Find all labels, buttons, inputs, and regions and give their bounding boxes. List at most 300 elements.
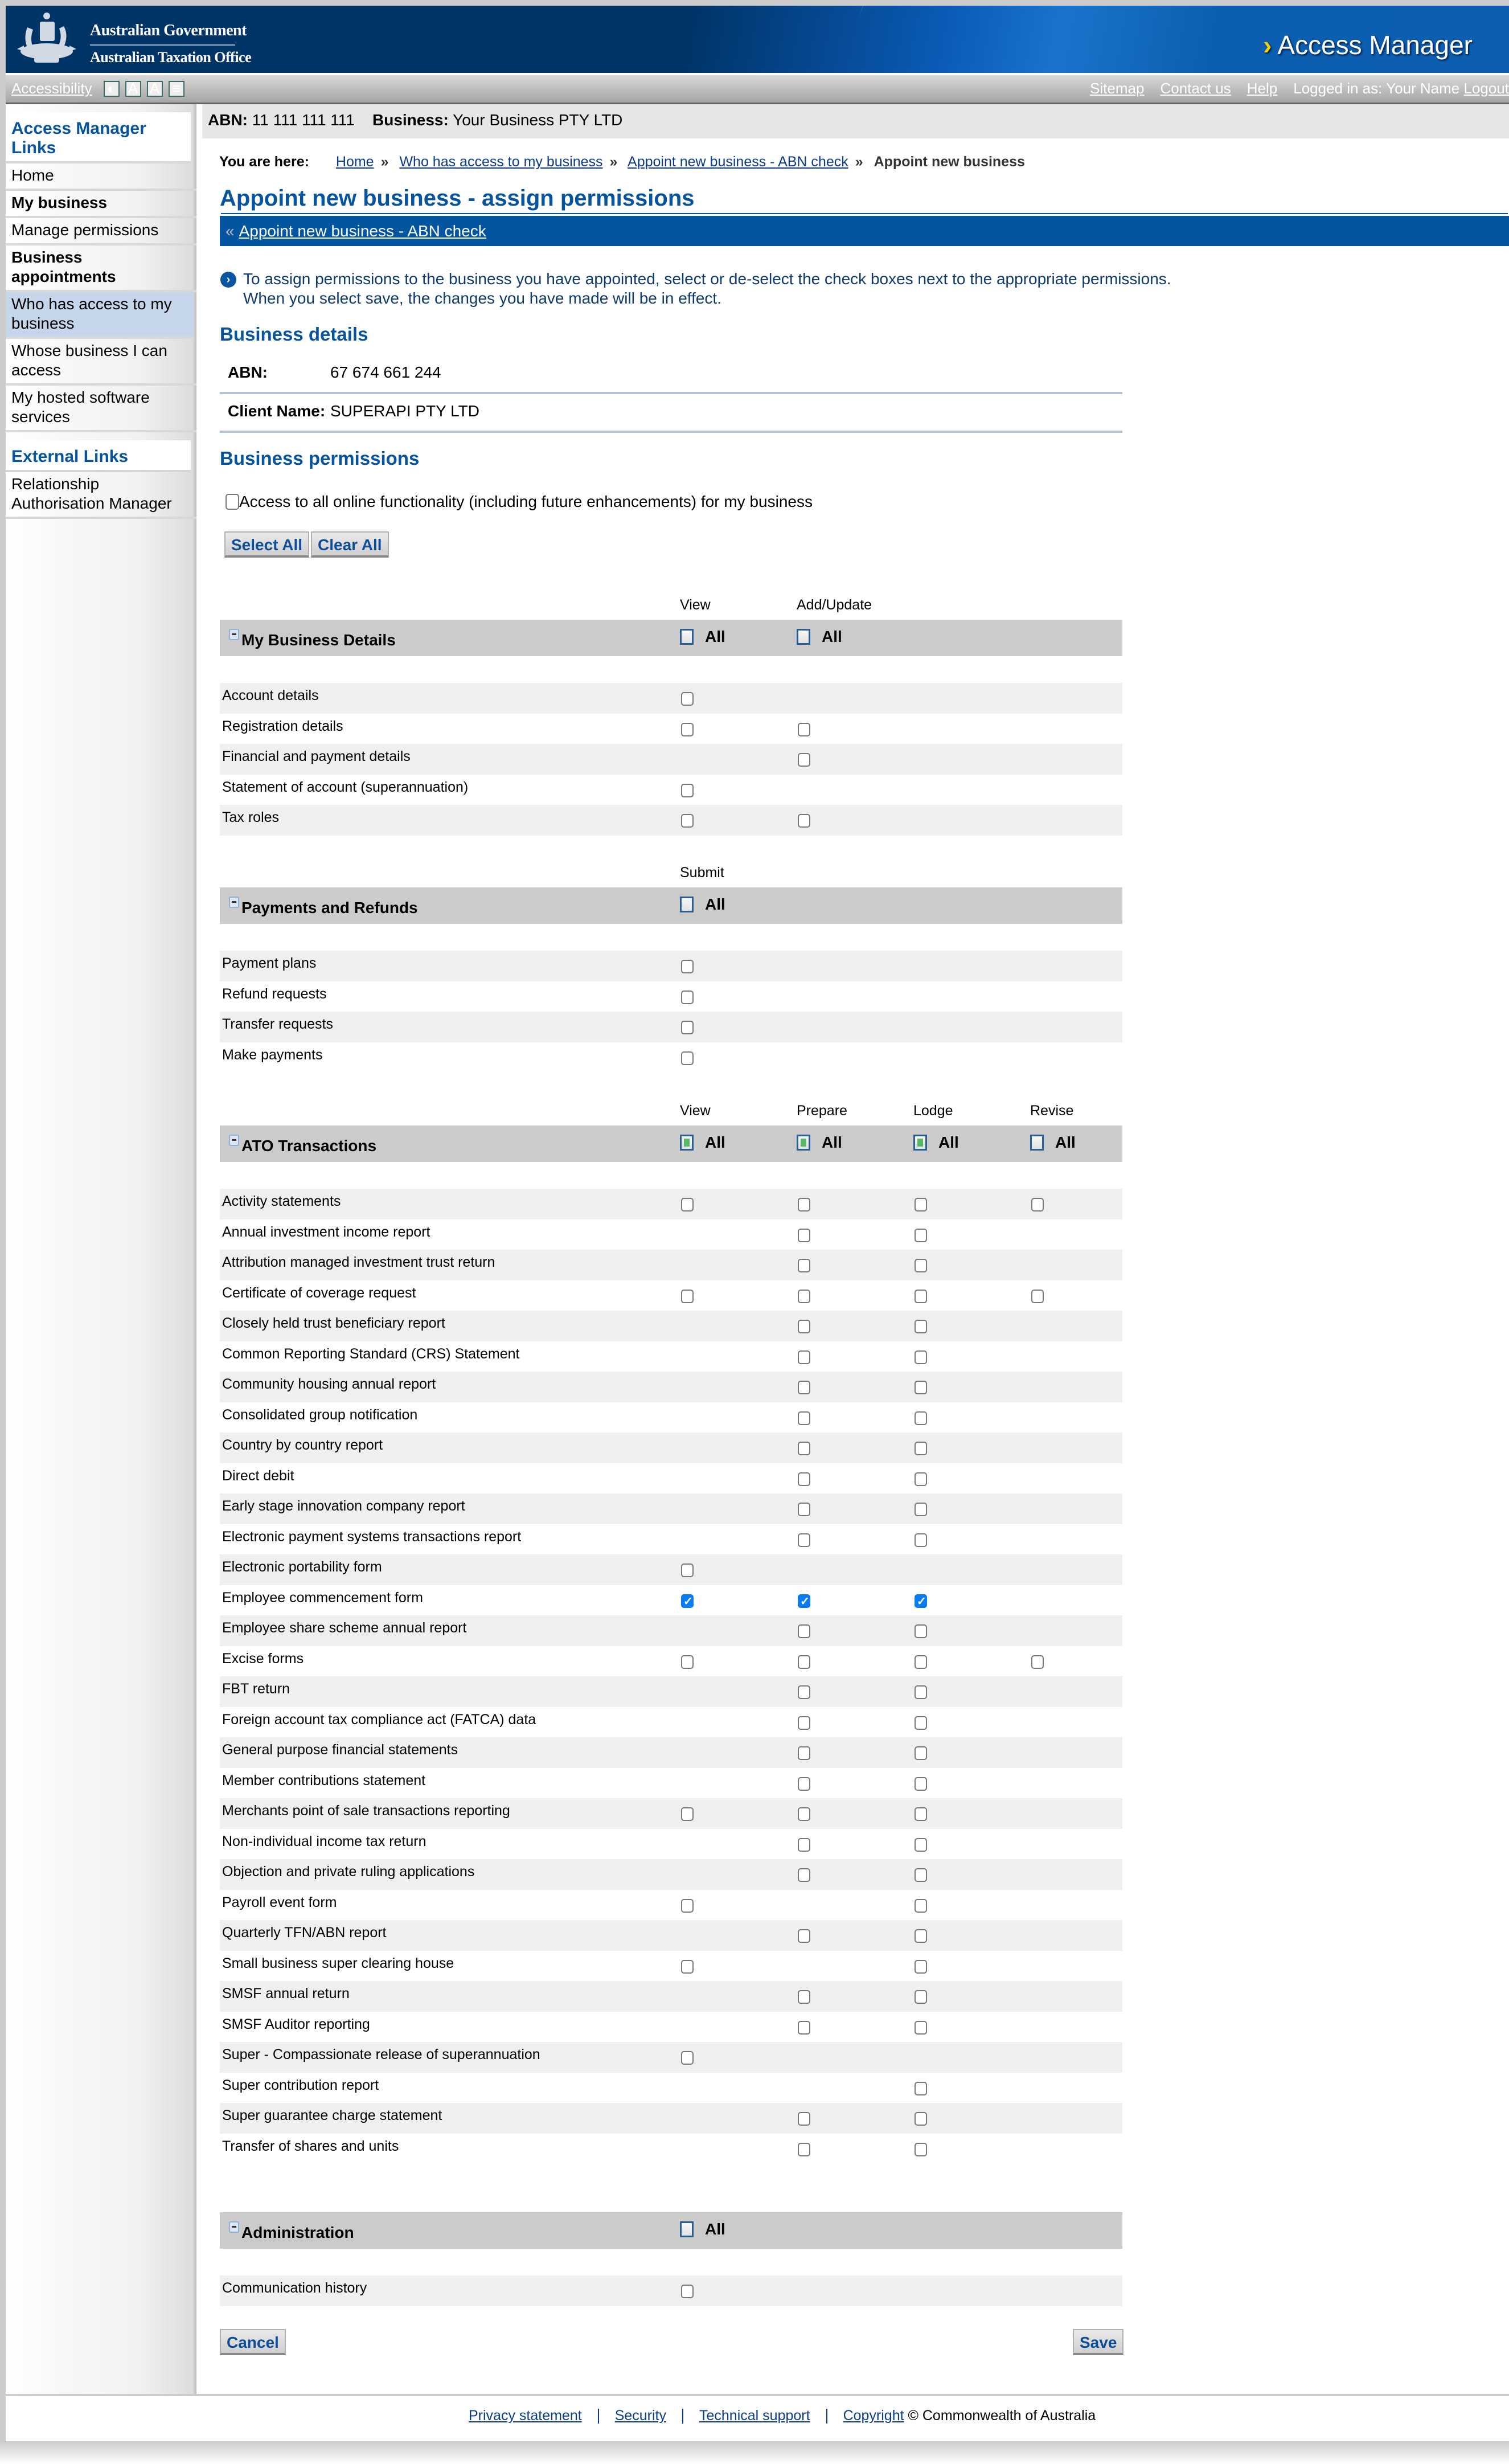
section-spacer (220, 2249, 1122, 2275)
permission-checkbox[interactable] (915, 1624, 927, 1638)
permission-checkbox[interactable] (798, 1929, 810, 1943)
permission-section (220, 2184, 1122, 2306)
permission-row (220, 1951, 1122, 1982)
permission-label: FBT return (222, 1681, 290, 1697)
permission-checkbox[interactable] (915, 2112, 927, 2126)
permission-checkbox[interactable] (798, 753, 810, 767)
permission-label: Direct debit (222, 1467, 294, 1484)
permission-label: Activity statements (222, 1193, 341, 1209)
permission-checkbox[interactable] (915, 1655, 927, 1669)
permission-row (220, 805, 1122, 836)
permission-checkbox[interactable] (915, 2082, 927, 2095)
permission-label: Make payments (222, 1046, 323, 1063)
permission-checkbox[interactable] (798, 1229, 810, 1242)
breadcrumb (219, 154, 1025, 170)
permission-label: Attribution managed investment trust return (222, 1254, 495, 1270)
all-checkbox[interactable] (680, 629, 694, 645)
all-checkbox[interactable] (680, 897, 694, 912)
permission-checkbox[interactable] (1031, 1655, 1044, 1669)
column-headers (220, 1097, 1122, 1125)
sidebar-item-hosted-software[interactable]: My hosted software services (6, 386, 196, 432)
permission-label: Consolidated group notification (222, 1406, 418, 1423)
help-link[interactable]: Help (1246, 80, 1278, 97)
all-label: All (705, 2220, 725, 2238)
permission-label: Objection and private ruling applications (222, 1864, 475, 1880)
permission-row (220, 775, 1122, 805)
permission-checkbox[interactable] (681, 1899, 694, 1913)
permission-row (220, 2012, 1122, 2043)
permission-label: Early stage innovation company report (222, 1498, 465, 1514)
permission-label: Member contributions statement (222, 1772, 426, 1788)
permission-row (220, 1432, 1122, 1463)
permission-checkbox[interactable] (798, 723, 810, 736)
column-headers (220, 591, 1122, 620)
technical-support-link[interactable]: Technical support (699, 2408, 810, 2424)
section-title[interactable] (229, 631, 396, 649)
permission-row (220, 1829, 1122, 1860)
footer-separator (682, 2409, 683, 2424)
permission-row (220, 951, 1122, 981)
permission-row (220, 1012, 1122, 1042)
permission-row (220, 2073, 1122, 2103)
permission-checkbox[interactable] (681, 960, 694, 973)
permission-checkbox[interactable] (915, 1198, 927, 1211)
permission-checkbox[interactable] (681, 1655, 694, 1669)
cancel-button[interactable]: Cancel (220, 2329, 286, 2355)
permission-checkbox[interactable] (915, 1929, 927, 1943)
permission-checkbox[interactable] (798, 1533, 810, 1547)
permission-checkbox[interactable] (798, 1320, 810, 1333)
permission-row (220, 1890, 1122, 1921)
column-headers (220, 2184, 1122, 2212)
detail-abn-value: 67 674 661 244 (330, 363, 441, 381)
permission-row (220, 1042, 1122, 1073)
sidebar-item-business-appointments[interactable]: Business appointments (6, 245, 196, 292)
permission-label: SMSF annual return (222, 1986, 350, 2002)
permission-row (220, 1280, 1122, 1311)
sitemap-link[interactable]: Sitemap (1090, 80, 1145, 97)
permission-checkbox[interactable] (798, 1381, 810, 1394)
collapse-icon[interactable] (229, 897, 239, 908)
permission-checkbox[interactable] (798, 1868, 810, 1882)
chevron-right-icon: › (1263, 30, 1272, 60)
breadcrumb-separator: » (609, 154, 618, 170)
permission-row (220, 1646, 1122, 1677)
info-line-2: When you select save, the changes you have made will be in effect. (243, 289, 721, 307)
permission-label: Merchants point of sale transactions reporting (222, 1803, 510, 1819)
select-all-column[interactable] (680, 895, 725, 914)
permission-row (220, 1372, 1122, 1402)
select-all-column[interactable] (913, 1133, 959, 1152)
permission-checkbox[interactable] (681, 1021, 694, 1034)
permission-row (220, 1493, 1122, 1524)
permission-checkbox[interactable] (681, 1051, 694, 1065)
abn-label: ABN: (208, 111, 248, 129)
abn-value: 11 111 111 111 (252, 111, 355, 129)
business-value: Your Business PTY LTD (453, 111, 623, 129)
back-link[interactable]: Appoint new business - ABN check (239, 222, 486, 240)
text-only-icon[interactable]: ≡ (169, 81, 184, 97)
collapse-icon[interactable] (229, 629, 239, 640)
breadcrumb-current: Appoint new business (874, 154, 1025, 170)
permission-checkbox[interactable] (915, 1381, 927, 1394)
permission-label: Super contribution report (222, 2077, 379, 2093)
detail-abn-label: ABN: (228, 363, 268, 381)
header-banner (6, 6, 1509, 73)
permission-row (220, 1402, 1122, 1433)
utility-toolbar (6, 75, 1509, 104)
permission-checkbox[interactable] (681, 990, 694, 1004)
permission-section (220, 591, 1122, 836)
select-all-button[interactable]: Select All (224, 531, 309, 558)
collapse-icon[interactable] (229, 2221, 239, 2233)
increase-text-icon[interactable]: A (147, 81, 163, 97)
all-checkbox[interactable] (797, 1135, 810, 1151)
footer-separator (826, 2409, 827, 2424)
permission-checkbox[interactable] (798, 2112, 810, 2126)
permission-checkbox[interactable] (915, 1320, 927, 1333)
all-label: All (822, 1133, 842, 1151)
section-title[interactable] (229, 1137, 376, 1155)
permission-label: Transfer requests (222, 1016, 333, 1032)
permission-checkbox[interactable] (681, 2285, 694, 2298)
permission-row (220, 1341, 1122, 1372)
permission-label: Refund requests (222, 985, 327, 1002)
permission-label: Electronic portability form (222, 1559, 382, 1575)
app-title (1263, 30, 1473, 60)
permission-label: Excise forms (222, 1650, 304, 1667)
page (6, 6, 1509, 2441)
gov-logo-text (90, 22, 251, 66)
permission-label: Community housing annual report (222, 1376, 436, 1392)
detail-client-value: SUPERAPI PTY LTD (330, 402, 479, 420)
permission-checkbox[interactable] (915, 1868, 927, 1882)
permission-checkbox[interactable] (915, 1503, 927, 1516)
copyright-link[interactable]: Copyright (843, 2408, 904, 2424)
permission-checkbox[interactable] (681, 784, 694, 797)
info-arrow-icon: › (220, 272, 236, 288)
client-name-row (220, 394, 1122, 433)
permission-row (220, 1554, 1122, 1585)
coat-of-arms-logo (11, 10, 80, 68)
section-name: Payments and Refunds (241, 899, 418, 916)
agency-name: Australian Taxation Office (90, 49, 252, 66)
back-navigation-bar (220, 216, 1509, 246)
contrast-icon[interactable]: ◐ (104, 81, 120, 97)
sidebar (6, 104, 196, 2394)
permission-label: Closely held trust beneficiary report (222, 1315, 445, 1331)
breadcrumb-who-has-access[interactable]: Who has access to my business (399, 154, 603, 170)
section-spacer (220, 924, 1122, 951)
permission-checkbox[interactable] (798, 1290, 810, 1303)
logout-link[interactable]: Logout (1463, 80, 1509, 97)
permission-checkbox[interactable] (915, 1960, 927, 1974)
all-access-checkbox[interactable] (225, 494, 239, 510)
sidebar-item-home[interactable]: Home (6, 163, 196, 191)
permission-label: Super - Compassionate release of superannuation (222, 2046, 540, 2062)
permission-label: Country by country report (222, 1437, 383, 1453)
all-access-label: Access to all online functionality (including future enhancements) for my business (239, 493, 813, 510)
permission-row (220, 1798, 1122, 1829)
permission-label: Common Reporting Standard (CRS) Statement (222, 1345, 520, 1362)
permission-label: Small business super clearing house (222, 1955, 454, 1971)
permission-checkbox[interactable] (915, 1350, 927, 1364)
permission-row (220, 1189, 1122, 1219)
permission-checkbox[interactable] (681, 1563, 694, 1577)
permission-checkbox[interactable] (798, 1259, 810, 1272)
permission-checkbox[interactable] (798, 1990, 810, 2004)
permission-checkbox[interactable] (798, 1472, 810, 1486)
permission-checkbox[interactable] (798, 1655, 810, 1669)
section-name: ATO Transactions (241, 1137, 377, 1155)
select-all-column[interactable] (680, 1133, 725, 1152)
permission-checkbox[interactable] (915, 1442, 927, 1455)
clear-all-button[interactable]: Clear All (311, 531, 389, 558)
all-access-option[interactable] (225, 493, 813, 511)
all-checkbox[interactable] (797, 629, 810, 645)
permission-checkbox[interactable] (798, 1350, 810, 1364)
breadcrumb-home[interactable]: Home (335, 154, 374, 170)
permission-checkbox[interactable] (798, 1777, 810, 1791)
permission-label: Registration details (222, 718, 343, 734)
breadcrumb-abn-check[interactable]: Appoint new business - ABN check (628, 154, 848, 170)
permission-label: Annual investment income report (222, 1223, 430, 1240)
permission-checkbox[interactable] (798, 1442, 810, 1455)
permission-row (220, 714, 1122, 744)
permission-label: Payment plans (222, 955, 317, 971)
permission-checkbox[interactable] (915, 1838, 927, 1852)
permission-checkbox[interactable] (681, 1198, 694, 1211)
permission-checkbox[interactable] (1031, 1290, 1044, 1303)
privacy-link[interactable]: Privacy statement (469, 2408, 582, 2424)
select-all-column[interactable] (797, 1133, 842, 1152)
permission-checkbox[interactable] (681, 1807, 694, 1821)
all-checkbox[interactable] (1030, 1135, 1044, 1151)
permission-label: Account details (222, 687, 319, 703)
sidebar-item-manage-permissions[interactable]: Manage permissions (6, 218, 196, 245)
section-spacer (220, 656, 1122, 683)
page-shadow (0, 2441, 1509, 2464)
all-checkbox[interactable] (913, 1135, 927, 1151)
permission-checkbox[interactable] (1031, 1198, 1044, 1211)
contact-us-link[interactable]: Contact us (1160, 80, 1231, 97)
section-name: Administration (241, 2224, 354, 2241)
permission-checkbox[interactable] (681, 1960, 694, 1974)
permission-checkbox[interactable] (681, 1594, 694, 1608)
column-headers (220, 859, 1122, 887)
section-spacer (220, 1162, 1122, 1189)
permission-label: Electronic payment systems transactions report (222, 1528, 522, 1545)
permission-row (220, 1676, 1122, 1707)
permission-row (220, 744, 1122, 775)
select-all-column[interactable] (680, 628, 725, 646)
permission-row (220, 1250, 1122, 1280)
section-title[interactable] (229, 899, 418, 917)
permission-checkbox[interactable] (915, 1990, 927, 2004)
section-name: My Business Details (241, 631, 396, 649)
footer (6, 2396, 1509, 2442)
permission-label: Super guarantee charge statement (222, 2107, 442, 2123)
permission-label: Tax roles (222, 809, 280, 825)
info-line-1: To assign permissions to the business you have appointed, select or de-select the check boxes next to the appropriate permissions. (243, 270, 1171, 288)
permission-row (220, 2275, 1122, 2306)
chevron-left-icon: « (225, 222, 235, 240)
all-label: All (822, 628, 842, 645)
permission-row (220, 2134, 1122, 2164)
permission-checkbox[interactable] (915, 1746, 927, 1760)
all-label: All (705, 895, 725, 913)
business-label: Business: (372, 111, 449, 129)
section-header (220, 2212, 1122, 2249)
permission-label: Non-individual income tax return (222, 1833, 427, 1849)
permission-row (220, 1311, 1122, 1341)
accessibility-link[interactable]: Accessibility (11, 80, 92, 97)
section-header (220, 1125, 1122, 1162)
permission-checkbox[interactable] (681, 723, 694, 736)
permission-checkbox[interactable] (915, 2143, 927, 2156)
sidebar-item-ram[interactable]: Relationship Authorisation Manager (6, 472, 196, 519)
permission-checkbox[interactable] (681, 2051, 694, 2065)
gov-rule (90, 44, 235, 46)
permission-label: Financial and payment details (222, 748, 411, 764)
all-label: All (705, 628, 725, 645)
select-all-column[interactable] (797, 628, 842, 646)
permission-checkbox[interactable] (798, 1198, 810, 1211)
sidebar-heading: Access Manager Links (6, 112, 191, 163)
permission-checkbox[interactable] (915, 1411, 927, 1425)
permission-label: SMSF Auditor reporting (222, 2016, 370, 2032)
breadcrumb-separator: » (855, 154, 863, 170)
external-links-heading: External Links (6, 440, 191, 472)
column-header: Lodge (913, 1103, 953, 1119)
permission-label: Payroll event form (222, 1894, 337, 1910)
permission-checkbox[interactable] (915, 2021, 927, 2035)
permission-checkbox[interactable] (798, 1807, 810, 1821)
permission-row (220, 1981, 1122, 2012)
permission-row (220, 1920, 1122, 1951)
permission-checkbox[interactable] (915, 1472, 927, 1486)
permission-row (220, 2042, 1122, 2073)
section-header (220, 620, 1122, 656)
gov-name: Australian Government (90, 22, 247, 39)
permission-checkbox[interactable] (915, 1259, 927, 1272)
permission-row (220, 683, 1122, 714)
logged-in-text: Logged in as: Your Name (1293, 80, 1460, 97)
business-permissions-heading: Business permissions (220, 448, 420, 469)
column-header: View (680, 597, 711, 613)
permission-checkbox[interactable] (798, 2021, 810, 2035)
permission-checkbox[interactable] (915, 1685, 927, 1699)
permission-section (220, 859, 1122, 1073)
all-label: All (1055, 1133, 1076, 1151)
permission-checkbox[interactable] (681, 692, 694, 706)
permission-label: Statement of account (superannuation) (222, 779, 469, 795)
all-label: All (938, 1133, 959, 1151)
page-title: Appoint new business - assign permissions (220, 186, 695, 211)
permission-checkbox[interactable] (915, 1533, 927, 1547)
permission-checkbox[interactable] (798, 1594, 810, 1608)
permission-row (220, 981, 1122, 1012)
column-header: Submit (680, 865, 724, 881)
logged-in-status (1293, 80, 1509, 97)
save-button[interactable]: Save (1073, 2329, 1123, 2355)
permission-label: Employee share scheme annual report (222, 1620, 467, 1636)
abn-detail-row (220, 355, 1122, 394)
permission-checkbox[interactable] (798, 814, 810, 828)
detail-client-label: Client Name: (228, 402, 326, 420)
permission-row (220, 1615, 1122, 1646)
permission-label: Employee commencement form (222, 1589, 423, 1606)
permission-checkbox[interactable] (798, 1685, 810, 1699)
permission-row (220, 1707, 1122, 1738)
permission-row (220, 2103, 1122, 2134)
permission-checkbox[interactable] (681, 1290, 694, 1303)
permission-section (220, 1097, 1122, 2164)
permission-checkbox[interactable] (915, 1716, 927, 1730)
info-message (220, 269, 1171, 308)
column-header: Prepare (797, 1103, 847, 1119)
permission-checkbox[interactable] (915, 1594, 927, 1608)
permission-checkbox[interactable] (681, 814, 694, 828)
security-link[interactable]: Security (614, 2408, 666, 2424)
breadcrumb-separator: » (380, 154, 389, 170)
breadcrumb-label: You are here: (219, 154, 309, 170)
decrease-text-icon[interactable]: A (125, 81, 141, 97)
sidebar-item-my-business[interactable]: My business (6, 191, 196, 218)
section-title[interactable] (229, 2224, 354, 2242)
permission-checkbox[interactable] (798, 1503, 810, 1516)
permission-checkbox[interactable] (798, 1838, 810, 1852)
column-header: Add/Update (797, 597, 872, 613)
all-checkbox[interactable] (680, 2221, 694, 2237)
permission-row (220, 1219, 1122, 1250)
permission-label: Quarterly TFN/ABN report (222, 1925, 387, 1941)
permission-checkbox[interactable] (798, 1624, 810, 1638)
permission-checkbox[interactable] (915, 1777, 927, 1791)
all-checkbox[interactable] (680, 1135, 694, 1151)
column-header: View (680, 1103, 711, 1119)
business-details-heading: Business details (220, 324, 368, 345)
permission-checkbox[interactable] (915, 1290, 927, 1303)
permission-label: Certificate of coverage request (222, 1284, 416, 1301)
permission-checkbox[interactable] (798, 1716, 810, 1730)
column-header: Revise (1030, 1103, 1074, 1119)
section-header (220, 887, 1122, 924)
collapse-icon[interactable] (229, 1135, 239, 1146)
permission-checkbox[interactable] (915, 1807, 927, 1821)
permission-checkbox[interactable] (915, 1229, 927, 1242)
permission-checkbox[interactable] (915, 1899, 927, 1913)
permission-row (220, 1737, 1122, 1768)
permission-checkbox[interactable] (798, 1746, 810, 1760)
select-all-column[interactable] (1030, 1133, 1076, 1152)
sidebar-item-who-has-access[interactable]: Who has access to my business (6, 292, 194, 339)
permission-row (220, 1463, 1122, 1494)
permission-checkbox[interactable] (798, 1411, 810, 1425)
permission-checkbox[interactable] (798, 2143, 810, 2156)
permission-label: Communication history (222, 2280, 367, 2296)
footer-separator (598, 2409, 599, 2424)
permission-label: Transfer of shares and units (222, 2138, 399, 2154)
permission-row (220, 1585, 1122, 1616)
copyright-text: © Commonwealth of Australia (908, 2408, 1096, 2424)
sidebar-item-whose-business[interactable]: Whose business I can access (6, 339, 196, 386)
select-all-column[interactable] (680, 2220, 725, 2238)
permission-label: Foreign account tax compliance act (FATCA) data (222, 1711, 536, 1728)
permission-row (220, 1859, 1122, 1890)
permission-row (220, 1768, 1122, 1799)
app-title-text: Access Manager (1277, 30, 1473, 60)
